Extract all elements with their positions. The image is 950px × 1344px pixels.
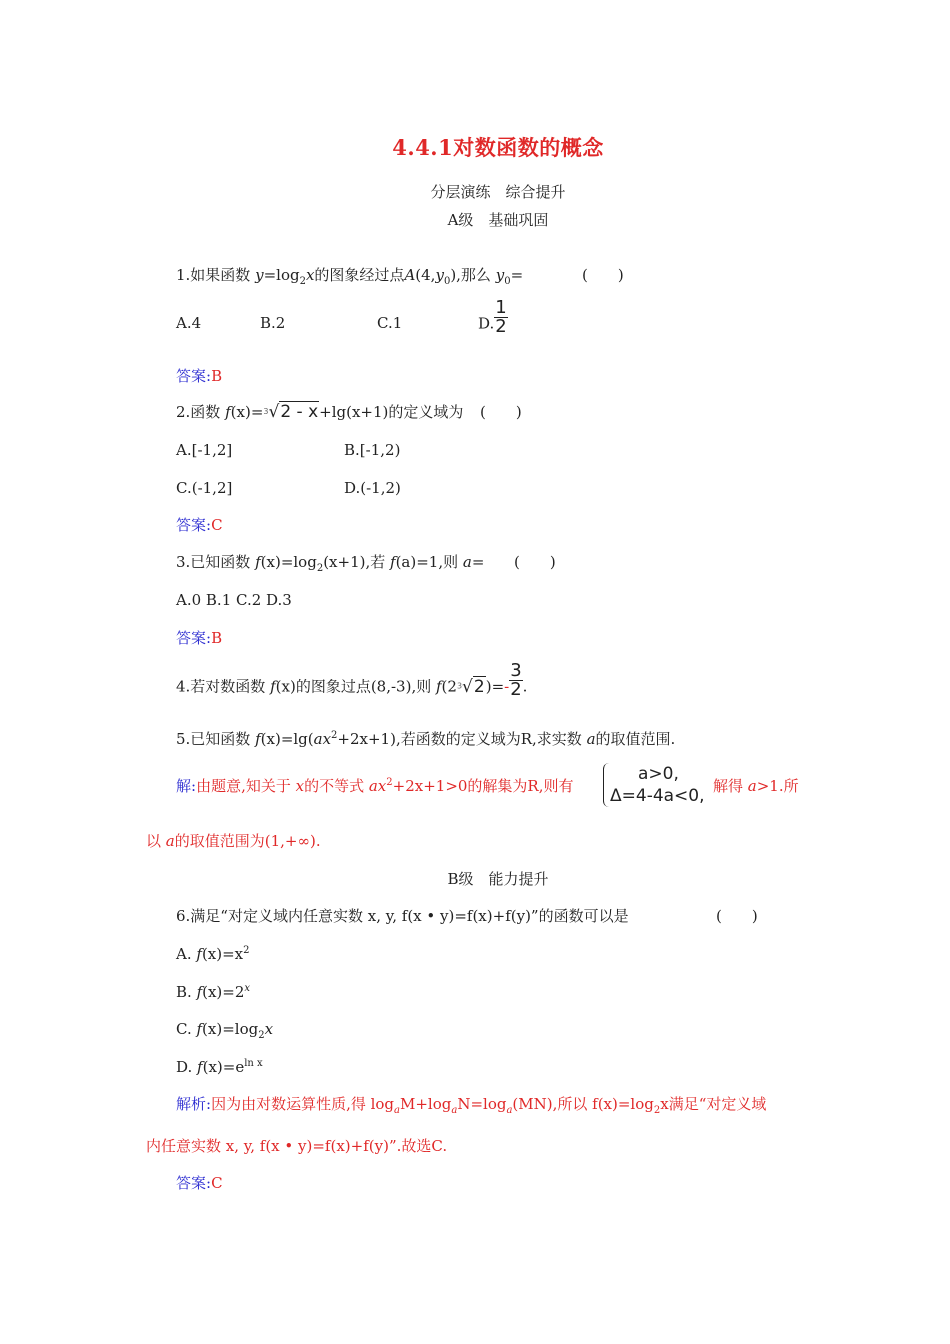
q1-option-b: B.2 bbox=[260, 314, 286, 332]
q6-answer: 答案:C bbox=[176, 1174, 223, 1192]
q1-option-c: C.1 bbox=[377, 314, 403, 332]
q1-answer: 答案:B bbox=[176, 367, 223, 385]
q6-analysis-line-1: 解析:因为由对数运算性质,得 $\log_aM+\log_aN=\log_a(MN)$,所以 $f(x)=\log_2x$满足“对定义域 bbox=[176, 1095, 767, 1116]
inequality-system: a>0, Δ=4-4a<0, bbox=[603, 763, 705, 807]
level-b-heading: B级 能力提升 bbox=[447, 870, 549, 888]
cube-root: $^3$√2 - x bbox=[263, 402, 319, 422]
q5-solution-line-1-end: 解得 a>1.所 bbox=[713, 777, 799, 795]
page-title: 4.4.1对数函数的概念 bbox=[392, 135, 604, 160]
q6-option-b: B. $f(x)=2^x$ bbox=[176, 983, 251, 1001]
q2-option-d: D.(-1,2) bbox=[344, 479, 401, 497]
question-1: 1.如果函数 $y=\log_2x$的图象经过点$A(4,y_0)$,那么 $y_0=$ bbox=[176, 266, 524, 287]
q2-option-c: C.(-1,2] bbox=[176, 479, 233, 497]
question-2-paren: ( ) bbox=[480, 403, 522, 421]
q1-option-d: D. $\frac{1}{2}$ bbox=[478, 297, 507, 337]
q6-analysis-line-2: 内任意实数 x, y, f(x • y)=f(x)+f(y)”.故选C. bbox=[146, 1137, 448, 1155]
question-3: 3.已知函数 $f(x)=\log_2(x+1)$,若 f(a)=1,则 a= bbox=[176, 553, 485, 574]
q3-answer: 答案:B bbox=[176, 629, 223, 647]
q6-option-c: C. $f(x)=\log_2x$ bbox=[176, 1020, 274, 1041]
q2-answer: 答案:C bbox=[176, 516, 223, 534]
q6-option-a: A. $f(x)=x^2$ bbox=[176, 945, 250, 963]
question-5: 5.已知函数 $f(x)=\lg(ax^2+2x+1)$,若函数的定义域为R,求实数 a的取值范围. bbox=[176, 730, 676, 748]
question-1-paren: ( ) bbox=[582, 266, 624, 284]
level-a-heading: A级 基础巩固 bbox=[447, 211, 549, 229]
fraction-three-halves: $\frac{3}{2}$ bbox=[510, 660, 522, 700]
q2-option-b: B.[-1,2) bbox=[344, 441, 401, 459]
cube-root: $^3$√2 bbox=[456, 676, 485, 697]
q6-option-d: D. $f(x)=e^{ln x}$ bbox=[176, 1058, 263, 1076]
q5-solution-line-2: 以 a的取值范围为(1,+∞). bbox=[146, 832, 321, 850]
fraction-one-half: $\frac{1}{2}$ bbox=[495, 297, 507, 337]
question-4: 4.若对数函数 f(x)的图象过点(8,-3),则 $f(2^3√2)=-$ $\frac{3}{2}$ . bbox=[176, 660, 528, 700]
question-3-paren: ( ) bbox=[514, 553, 556, 571]
q3-options: A.0 B.1 C.2 D.3 bbox=[176, 591, 292, 609]
question-6-paren: ( ) bbox=[716, 907, 758, 925]
question-2: 2.函数 f(x)=$^3$√2 - x+lg(x+1)的定义域为 bbox=[176, 402, 464, 422]
q5-solution-line-1: 解:由题意,知关于 x的不等式 $ax^2+2x+1>0$的解集为R,则有 bbox=[176, 777, 574, 795]
page-subtitle: 分层演练 综合提升 bbox=[430, 183, 566, 201]
q1-option-a: A.4 bbox=[176, 314, 202, 332]
q2-option-a: A.[-1,2] bbox=[176, 441, 233, 459]
question-6: 6.满足“对定义域内任意实数 x, y, f(x • y)=f(x)+f(y)”的函数可以是 bbox=[176, 907, 629, 925]
